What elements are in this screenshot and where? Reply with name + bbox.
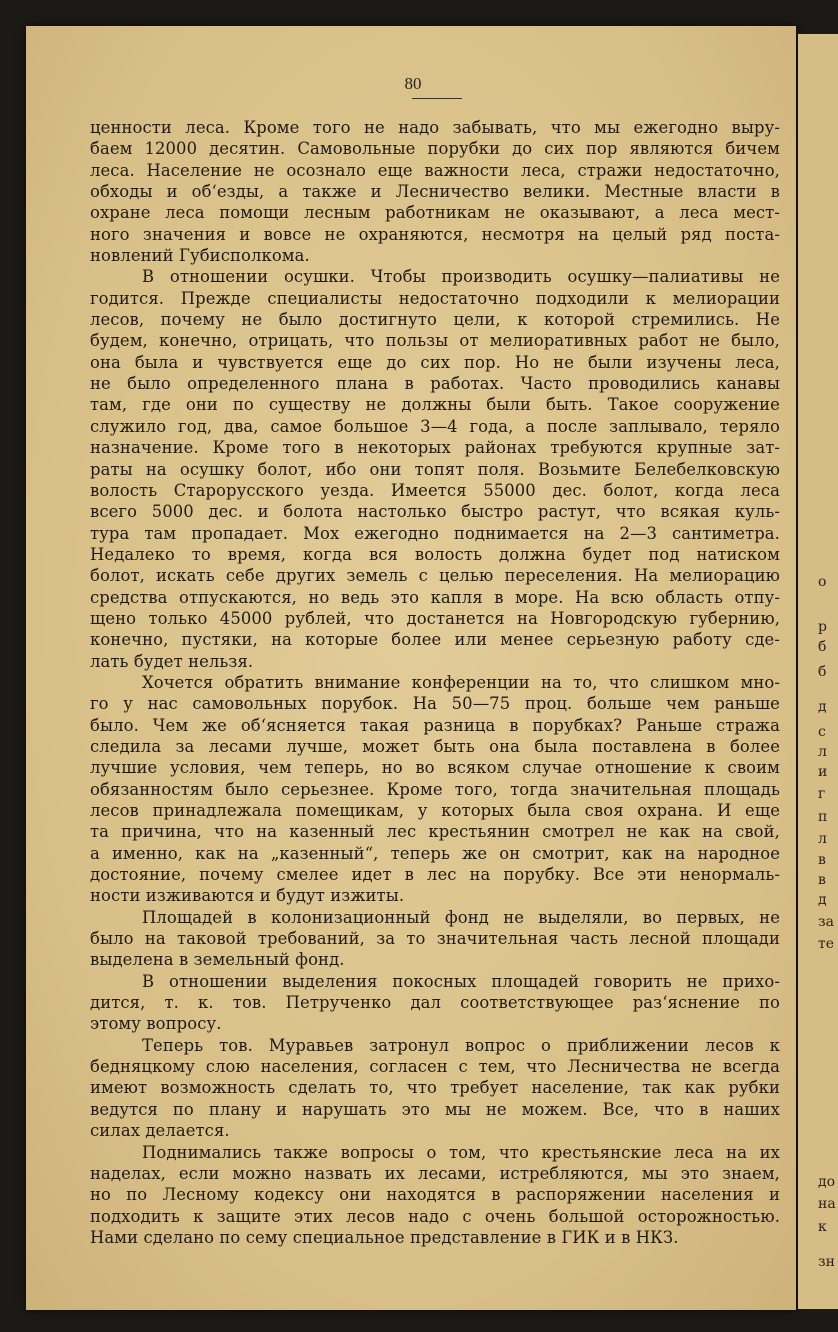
text-line: но по Лесному кодексу они находятся в распоряжении населения и	[90, 1185, 780, 1205]
text-line: ведутся по плану и нарушать это мы не можем. Все, что в наших	[90, 1099, 780, 1119]
text-line: а именно, как на „казенный“, теперь же он смотрит, как на народное	[90, 843, 780, 863]
next-page-fragment: д	[818, 699, 827, 715]
text-line: назначение. Кроме того в некоторых районах требуются крупные зат-	[90, 438, 780, 458]
text-line: ного значения и вовсе не охраняются, несмотря на целый ряд поста-	[90, 224, 780, 244]
next-page-fragment: г	[818, 786, 826, 802]
next-page-fragment: зн	[818, 1254, 835, 1270]
paragraph	[90, 907, 780, 971]
text-line: дится, т. к. тов. Петрученко дал соответствующее раз‘яснение по	[90, 993, 780, 1013]
text-line: конечно, пустяки, на которые более или менее серьезную работу сде-	[90, 630, 780, 650]
next-page-fragment: в	[818, 872, 826, 888]
text-line: та причина, что на казенный лес крестьянин смотрел не как на свой,	[90, 822, 780, 842]
text-line: Теперь тов. Муравьев затронул вопрос о приближении лесов к	[142, 1035, 780, 1055]
text-line: Недалеко то время, когда вся волость должна будет под натиском	[90, 544, 780, 564]
text-line: Нами сделано по сему специальное представление в ГИК и в НКЗ.	[90, 1227, 679, 1247]
text-line: имеют возможность сделать то, что требует население, так как рубки	[90, 1078, 780, 1098]
text-line: ценности леса. Кроме того не надо забывать, что мы ежегодно выру-	[90, 118, 780, 137]
text-line: не было определенного плана в работах. Часто проводились канавы	[90, 374, 780, 394]
text-line: было на таковой требований, за то значительная часть лесной площади	[90, 929, 780, 949]
next-page-fragment: на	[818, 1196, 836, 1212]
next-page-fragment: л	[818, 744, 827, 760]
text-line: годится. Прежде специалисты недостаточно подходили к мелиорации	[90, 288, 780, 308]
text-line: ности изживаются и будут изжиты.	[90, 886, 405, 906]
text-line: волость Старорусского уезда. Имеется 55000 дес. болот, когда леса	[90, 480, 780, 500]
text-line: этому вопросу.	[90, 1014, 222, 1034]
text-line: В отношении осушки. Чтобы производить осушку—палиативы не	[142, 267, 780, 287]
text-line: раты на осушку болот, ибо они топят поля. Возьмите Белебелковскую	[90, 459, 780, 479]
next-page-fragment: до	[818, 1174, 836, 1190]
next-page-fragment: б	[818, 664, 827, 680]
text-line: лесов принадлежала помещикам, у которых была своя охрана. И еще	[90, 801, 780, 820]
text-line: обходы и об‘езды, а также и Лесничество велики. Местные власти в	[90, 182, 780, 202]
text-line: подходить к защите этих лесов надо с очень большой осторожностью.	[90, 1206, 780, 1226]
text-line: средства отпускаются, но ведь это капля в море. На всю область отпу-	[90, 587, 780, 607]
page-number-rule	[412, 98, 462, 99]
next-page-fragment: р	[818, 619, 827, 635]
text-line: охране леса помощи лесным работникам не оказывают, а леса мест-	[90, 203, 780, 223]
next-page-fragment: те	[818, 936, 835, 952]
text-line: будем, конечно, отрицать, что пользы от мелиоративных работ не было,	[90, 331, 780, 351]
next-page-fragment: д	[818, 892, 827, 908]
paragraph	[90, 266, 780, 672]
text-line: болот, искать себе других земель с целью переселения. На мелиорацию	[90, 566, 780, 586]
text-line: всего 5000 дес. и болота настолько быстро растут, что всякая куль-	[90, 502, 780, 522]
text-line: там, где они по существу не должны были быть. Такое сооружение	[90, 395, 780, 415]
text-line: Хочется обратить внимание конференции на то, что слишком мно-	[142, 672, 780, 692]
text-line: лесов, почему не было достигнуто цели, к которой стремились. Не	[90, 310, 780, 330]
paragraph	[90, 1142, 780, 1249]
next-page-fragment: о	[818, 574, 827, 590]
text-line: она была и чувствуется еще до сих пор. Но не были изучены леса,	[90, 352, 780, 372]
next-page-fragment: к	[818, 1219, 827, 1235]
text-line: обязанностям было серьезнее. Кроме того, тогда значительная площадь	[90, 779, 780, 799]
page-number: 80	[404, 74, 422, 93]
text-line: силах делается.	[90, 1121, 230, 1141]
text-line: наделах, если можно назвать их лесами, истребляются, мы это знаем,	[90, 1163, 780, 1183]
paragraph	[90, 1035, 780, 1142]
text-line: тура там пропадает. Мох ежегодно поднимается на 2—3 сантиметра.	[90, 523, 780, 543]
next-page-fragment: с	[818, 724, 826, 740]
next-page-fragment: и	[818, 764, 828, 780]
next-page-fragment: б	[818, 639, 827, 655]
paragraph	[90, 117, 780, 266]
text-line: Поднимались также вопросы о том, что крестьянские леса на их	[142, 1142, 780, 1162]
text-line: служило год, два, самое большое 3—4 года, а после заплывало, теряло	[90, 416, 780, 436]
text-line: го у нас самовольных порубок. На 50—75 проц. больше чем раньше	[90, 694, 780, 714]
text-line: леса. Население не осознало еще важности леса, стражи недостаточно,	[90, 160, 780, 180]
next-page-fragment: л	[818, 831, 827, 847]
text-line: щено только 45000 рублей, что достанется на Новгородскую губернию,	[90, 608, 780, 628]
text-line: следила за лесами лучше, может быть она была поставлена в более	[90, 736, 780, 756]
text-line: Площадей в колонизационный фонд не выделяли, во первых, не	[142, 907, 780, 927]
text-line: было. Чем же об‘ясняется такая разница в порубках? Раньше стража	[90, 715, 780, 735]
next-page-fragment: за	[818, 914, 834, 930]
paragraph	[90, 971, 780, 1035]
text-line: лучшие условия, чем теперь, но во всяком случае отношение к своим	[90, 758, 780, 778]
text-line: выделена в земельный фонд.	[90, 950, 345, 970]
adjacent-page-edge	[798, 34, 838, 1309]
body-text	[90, 117, 780, 1248]
text-line: лать будет нельзя.	[90, 651, 254, 671]
paragraph	[90, 672, 780, 907]
text-line: баем 12000 десятин. Самовольные порубки до сих пор являются бичем	[90, 139, 780, 159]
text-line: достояние, почему смелее идет в лес на порубку. Все эти ненормаль-	[90, 865, 780, 885]
next-page-fragment: в	[818, 852, 826, 868]
text-line: бедняцкому слою населения, согласен с тем, что Лесничества не всегда	[90, 1057, 780, 1077]
text-line: новлений Губисполкома.	[90, 246, 310, 266]
next-page-fragment: п	[818, 809, 828, 825]
text-line: В отношении выделения покосных площадей говорить не прихо-	[142, 971, 780, 991]
